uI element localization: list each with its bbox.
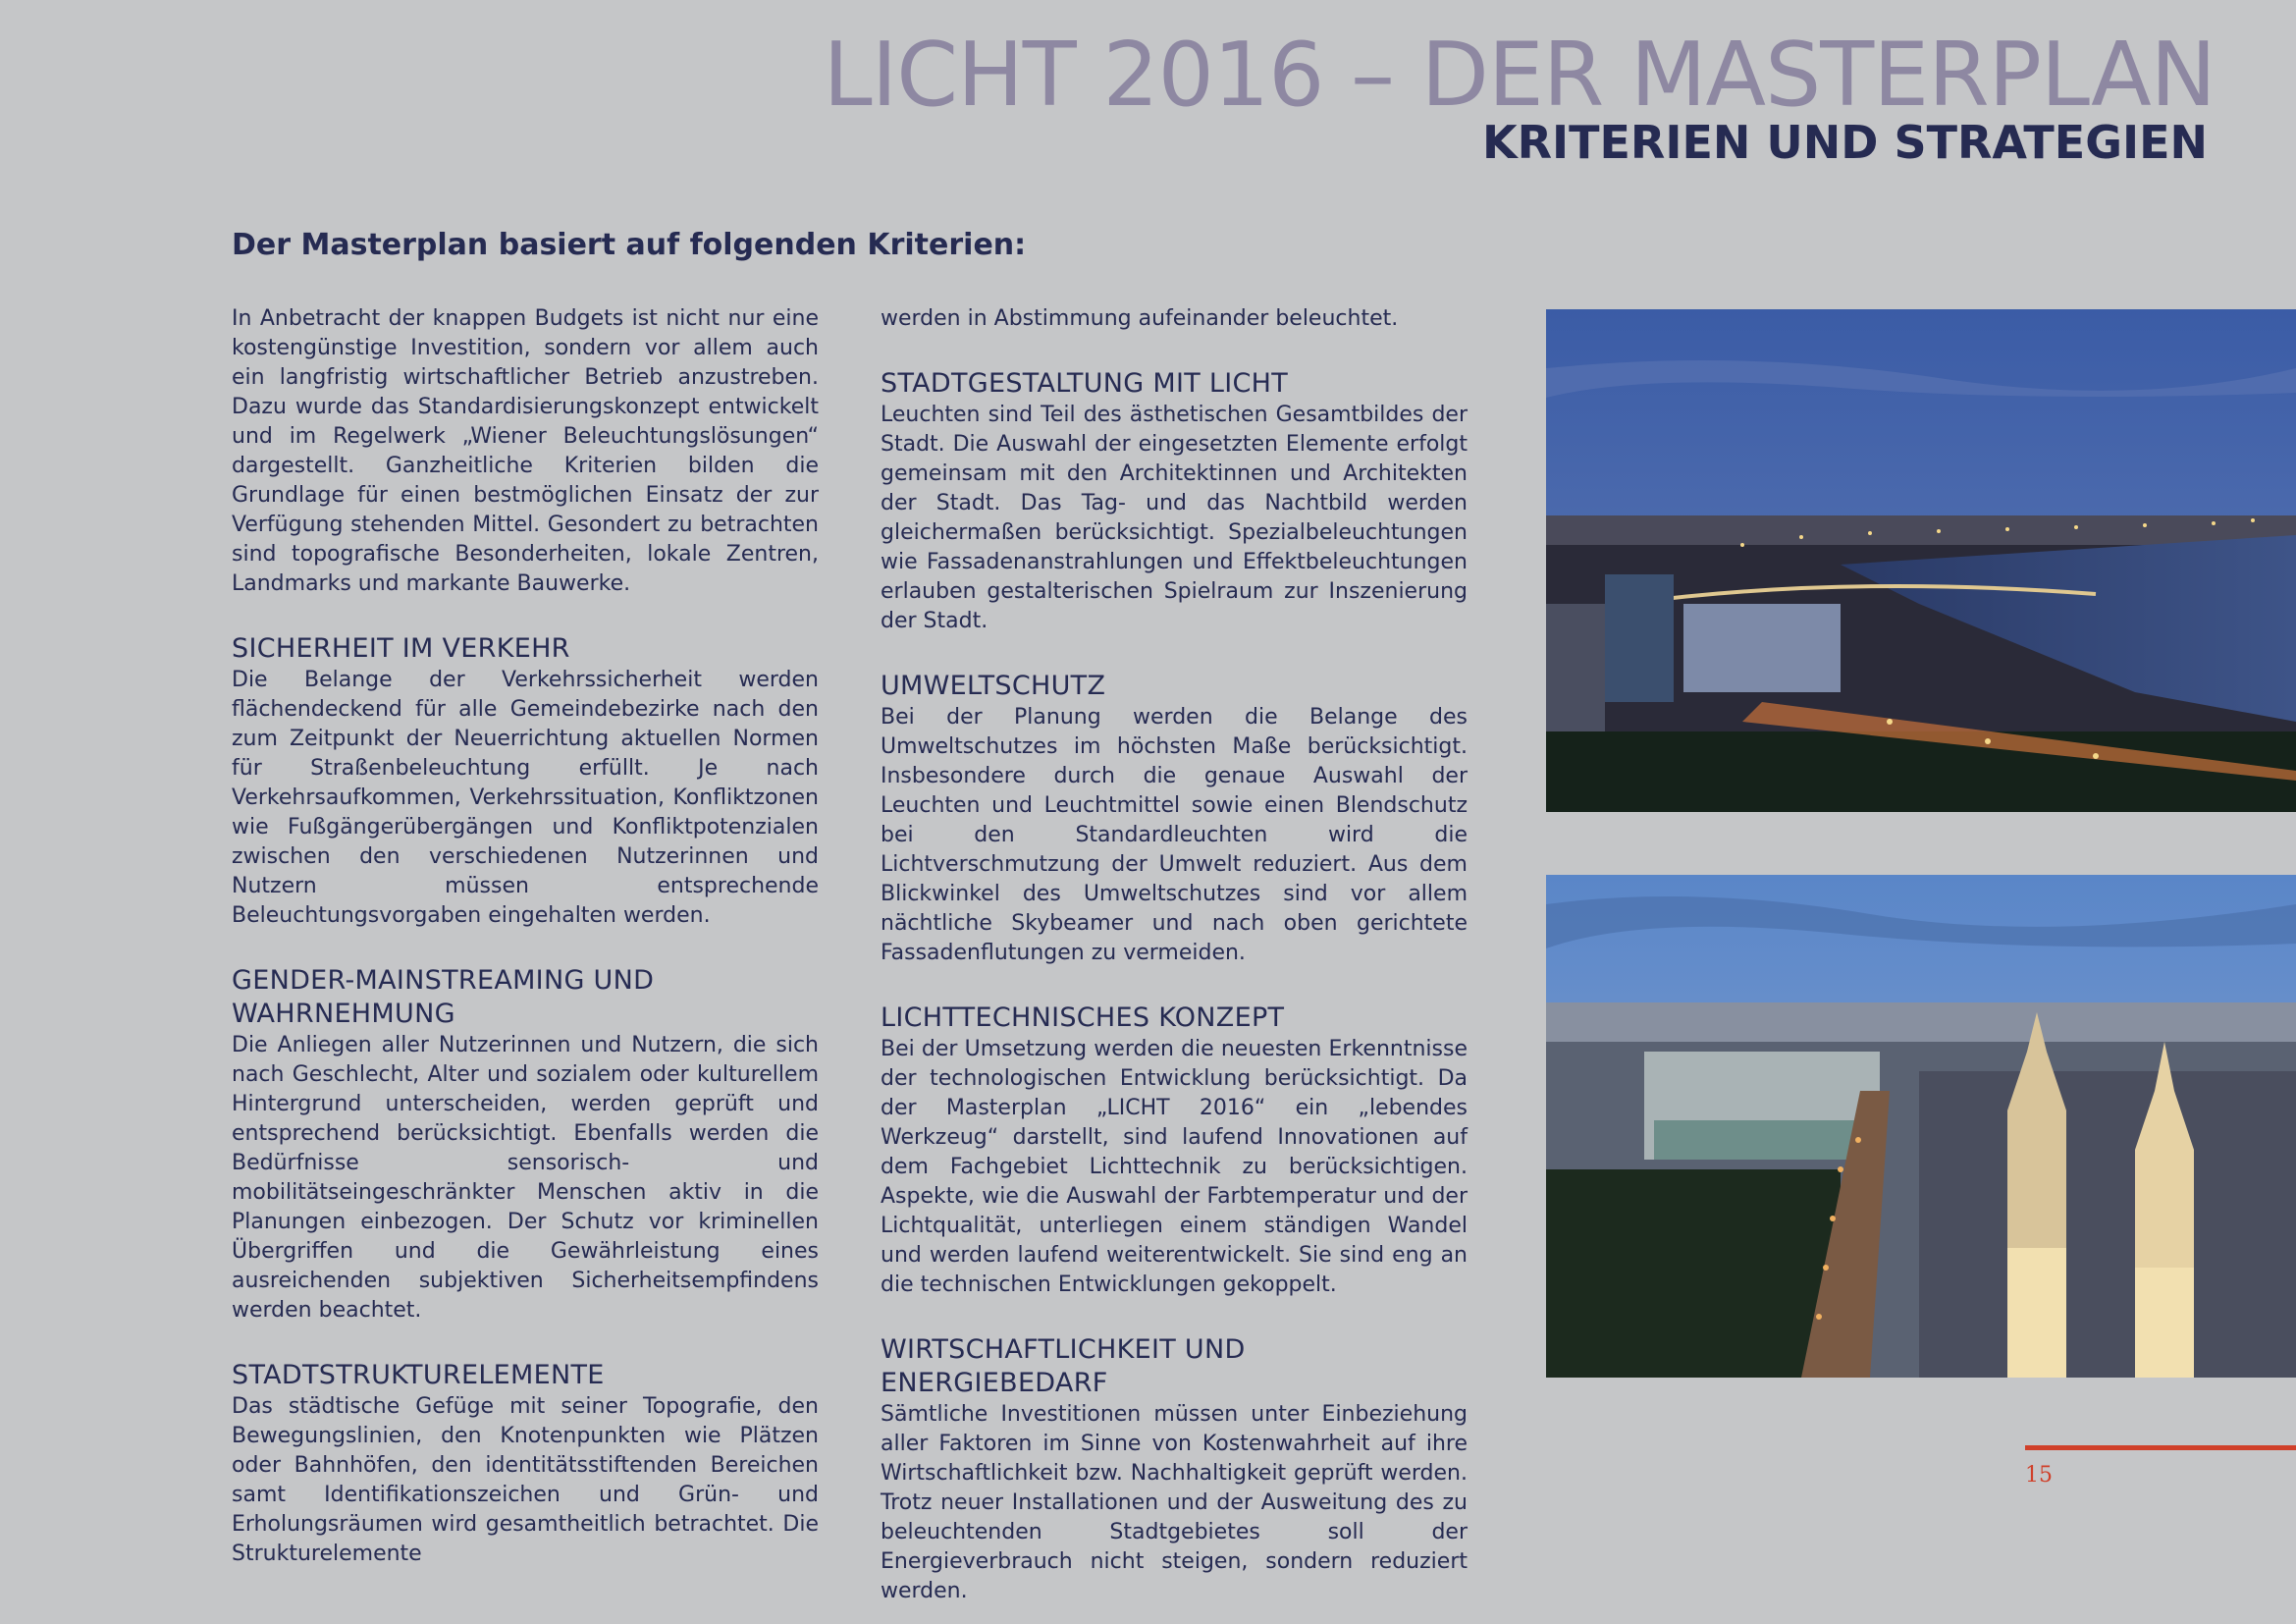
section-heading: GENDER-MAINSTREAMING UND WAHRNEHMUNG [232,965,655,1029]
section-text: Bei der Planung werden die Belange des Umweltschutzes im höchsten Maße berücksichtigt. Insbesondere durch die genaue Auswahl der Leuchten und Leuchtmittel sowie einen Blendschutz bei den Standardleuchten wird die Lichtverschmutzung der Umwelt reduziert. Aus dem Blickwinkel des Umweltschutzes sind vor allem nächtliche Skybeamer und nach oben gerichtete Fassadenflutungen zu vermeiden. [881,705,1468,965]
section-text: Die Belange der Verkehrssicherheit werden flächendeckend für alle Gemeindebezirke nach den zum Zeitpunkt der Neuerrichtung aktuellen Normen für Straßenbeleuchtung erfüllt. Je nach Verkehrsaufkommen, Verkehrssituation, Konfliktzonen wie Fußgängerübergängen und Konfliktpotenzialen zwischen den verschiedenen Nutzerinnen und Nutzern müssen entsprechende Beleuchtungsvorgaben eingehalten werden. [232,668,819,928]
city-night-river-photo [1546,309,2296,812]
section-text: Das städtische Gefüge mit seiner Topografie, den Bewegungslinien, den Knotenpunkten wie Plätzen oder Bahnhöfen, den identitätsstiftenden Bereichen samt Identifikationszeichen und Grün- und Erholungsräumen wird gesamtheitlich betrachtet. Die Strukturelemente [232,1394,819,1566]
city-hall-dusk-photo [1546,875,2296,1378]
page-number-rule [2025,1445,2296,1450]
page-subtitle: KRITERIEN UND STRATEGIEN [1481,116,2208,169]
section-text: Leuchten sind Teil des ästhetischen Gesamtbildes der Stadt. Die Auswahl der eingesetzten Elemente erfolgt gemeinsam mit den Architektinnen und Architekten der Stadt. Das Tag- und das Nachtbild werden gleichermaßen berücksichtigt. Spezialbeleuchtungen wie Fassadenanstrahlungen und Effektbeleuchtungen erlauben gestalterischen Spielraum zur Inszenierung der Stadt. [881,403,1468,633]
page-title: LICHT 2016 – DER MASTERPLAN [823,24,2216,127]
section-heading: SICHERHEIT IM VERKEHR [232,633,570,664]
section-text: Die Anliegen aller Nutzerinnen und Nutzern, die sich nach Geschlecht, Alter und sozialem oder kulturellem Hintergrund unterscheiden, werden geprüft und entsprechend berücksichtigt. Ebenfalls werden die Bedürfnisse sensorisch- und mobilitätseingeschränkter Menschen aktiv in die Planungen einbezogen. Der Schutz vor kriminellen Übergriffen und die Gewährleistung eines ausreichenden subjektiven Sicherheitsempfindens werden beachtet. [232,1033,819,1323]
continuation-paragraph: werden in Abstimmung aufeinander beleuchtet. [881,306,1399,331]
section-heading: STADTGESTALTUNG MIT LICHT [881,368,1289,399]
page-number: 15 [2025,1463,2053,1488]
section-heading: STADTSTRUKTURELEMENTE [232,1360,605,1390]
section-text: Bei der Umsetzung werden die neuesten Erkenntnisse der technologischen Entwicklung berücksichtigt. Da der Masterplan „LICHT 2016“ ein „lebendes Werkzeug“ darstellt, sind laufend Innovationen auf dem Fachgebiet Lichttechnik zu berücksichtigen. Aspekte, wie die Auswahl der Farbtemperatur und der Lichtqualität, unterliegen einem ständigen Wandel und werden laufend weiterentwickelt. Sie sind eng an die technischen Entwicklungen gekoppelt. [881,1037,1468,1297]
section-heading: WIRTSCHAFTLICHKEIT UND ENERGIEBEDARF [881,1334,1246,1398]
text-column-2 [881,304,1468,1606]
text-column-1 [232,304,819,1569]
section-text: Sämtliche Investitionen müssen unter Einbeziehung aller Faktoren im Sinne von Kostenwahrheit auf ihre Wirtschaftlichkeit bzw. Nachhaltigkeit geprüft werden. Trotz neuer Installationen und der Ausweitung des zu beleuchtenden Stadtgebietes soll der Energieverbrauch nicht steigen, sondern reduziert werden. [881,1402,1468,1603]
section-heading: LICHTTECHNISCHES KONZEPT [881,1002,1285,1033]
section-heading: UMWELTSCHUTZ [881,671,1106,701]
intro-paragraph: In Anbetracht der knappen Budgets ist nicht nur eine kostengünstige Investition, sondern vor allem auch ein langfristig wirtschaftlicher Betrieb anzustreben. Dazu wurde das Standardisierungskonzept entwickelt und im Regelwerk „Wiener Beleuchtungslösungen“ dargestellt. Ganzheitliche Kriterien bilden die Grundlage für einen bestmöglichen Einsatz der zur Verfügung stehenden Mittel. Gesondert zu betrachten sind topografische Besonderheiten, lokale Zentren, Landmarks und markante Bauwerke. [232,306,819,596]
lead-heading: Der Masterplan basiert auf folgenden Kriterien: [232,228,1027,262]
